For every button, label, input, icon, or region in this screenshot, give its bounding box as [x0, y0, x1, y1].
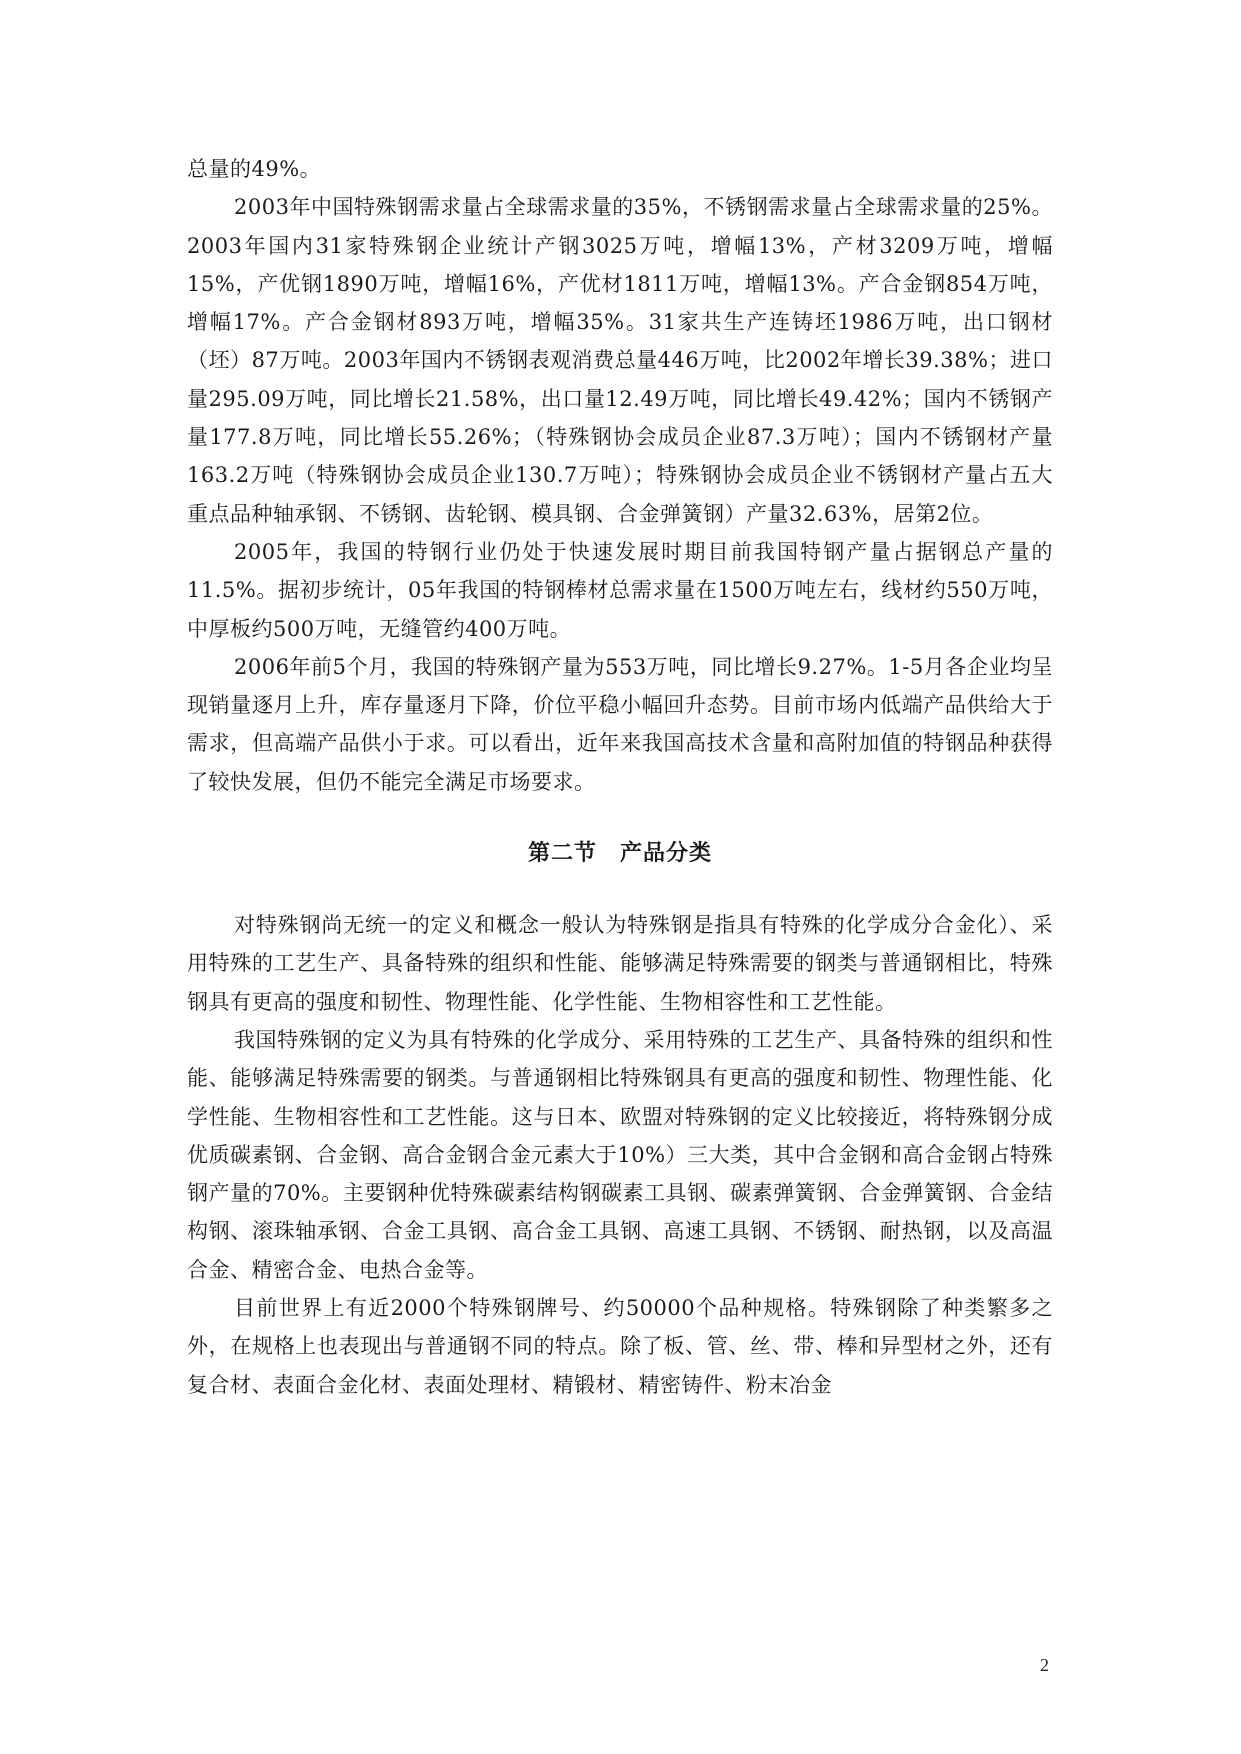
section-heading: 第二节 产品分类 — [527, 841, 712, 867]
page-content — [187, 150, 1053, 1404]
page-number: 2 — [1040, 1655, 1049, 1675]
paragraph-2006-output: 2006年前5个月，我国的特殊钢产量为553万吨，同比增长9.27%。1-5月各企业均呈现销量逐月上升，库存量逐月下降，价位平稳小幅回升态势。目前市场内低端产品供给大于需求，但高端产品供小于求。可以看出，近年来我国高技术含量和高附加值的特钢品种获得了较快发展，但仍不能完全满足市场要求。 — [187, 654, 1053, 794]
paragraph-china-definition: 我国特殊钢的定义为具有特殊的化学成分、采用特殊的工艺生产、具备特殊的组织和性能、能够满足特殊需要的钢类。与普通钢相比特殊钢具有更高的强度和韧性、物理性能、化学性能、生物相容性和工艺性能。这与日本、欧盟对特殊钢的定义比较接近，将特殊钢分成优质碳素钢、合金钢、高合金钢合金元素大于10%）三大类，其中合金钢和高合金钢占特殊钢产量的70%。主要钢种优特殊碳素结构钢碳素工具钢、碳素弹簧钢、合金弹簧钢、合金结构钢、滚珠轴承钢、合金工具钢、高合金工具钢、高速工具钢、不锈钢、耐热钢，以及高温合金、精密合金、电热合金等。 — [187, 1027, 1053, 1282]
paragraph-definition: 对特殊钢尚无统一的定义和概念一般认为特殊钢是指具有特殊的化学成分合金化）、采用特殊的工艺生产、具备特殊的组织和性能、能够满足特殊需要的钢类与普通钢相比，特殊钢具有更高的强度和韧性、物理性能、化学性能、生物相容性和工艺性能。 — [187, 913, 1053, 1014]
paragraph-2005-industry: 2005年，我国的特钢行业仍处于快速发展时期目前我国特钢产量占据钢总产量的11.5%。据初步统计，05年我国的特钢棒材总需求量在1500万吨左右，线材约550万吨，中厚板约500万吨，无缝管约400万吨。 — [187, 539, 1053, 641]
paragraph-2003-demand: 2003年中国特殊钢需求量占全球需求量的35%，不锈钢需求量占全球需求量的25%。2003年国内31家特殊钢企业统计产钢3025万吨，增幅13%，产材3209万吨，增幅15%，产优钢1890万吨，增幅16%，产优材1811万吨，增幅13%。产合金钢854万吨，增幅17%。产合金钢材893万吨，增幅35%。31家共生产连铸坯1986万吨，出口钢材（坯）87万吨。2003年国内不锈钢表观消费总量446万吨，比2002年增长39.38%；进口量295.09万吨，同比增长21.58%，出口量12.49万吨，同比增长49.42%；国内不锈钢产量177.8万吨，同比增长55.26%；（特殊钢协会成员企业87.3万吨）；国内不锈钢材产量163.2万吨（特殊钢协会成员企业130.7万吨）；特殊钢协会成员企业不锈钢材产量占五大重点品种轴承钢、不锈钢、齿轮钢、模具钢、合金弹簧钢）产量32.63%，居第2位。 — [187, 195, 1053, 526]
paragraph-continuation: 总量的49%。 — [187, 157, 322, 181]
paragraph-grades: 目前世界上有近2000个特殊钢牌号、约50000个品种规格。特殊钢除了种类繁多之外，在规格上也表现出与普通钢不同的特点。除了板、管、丝、带、棒和异型材之外，还有复合材、表面合金化材、表面处理材、精锻材、精密铸件、粉末冶金 — [187, 1296, 1053, 1397]
